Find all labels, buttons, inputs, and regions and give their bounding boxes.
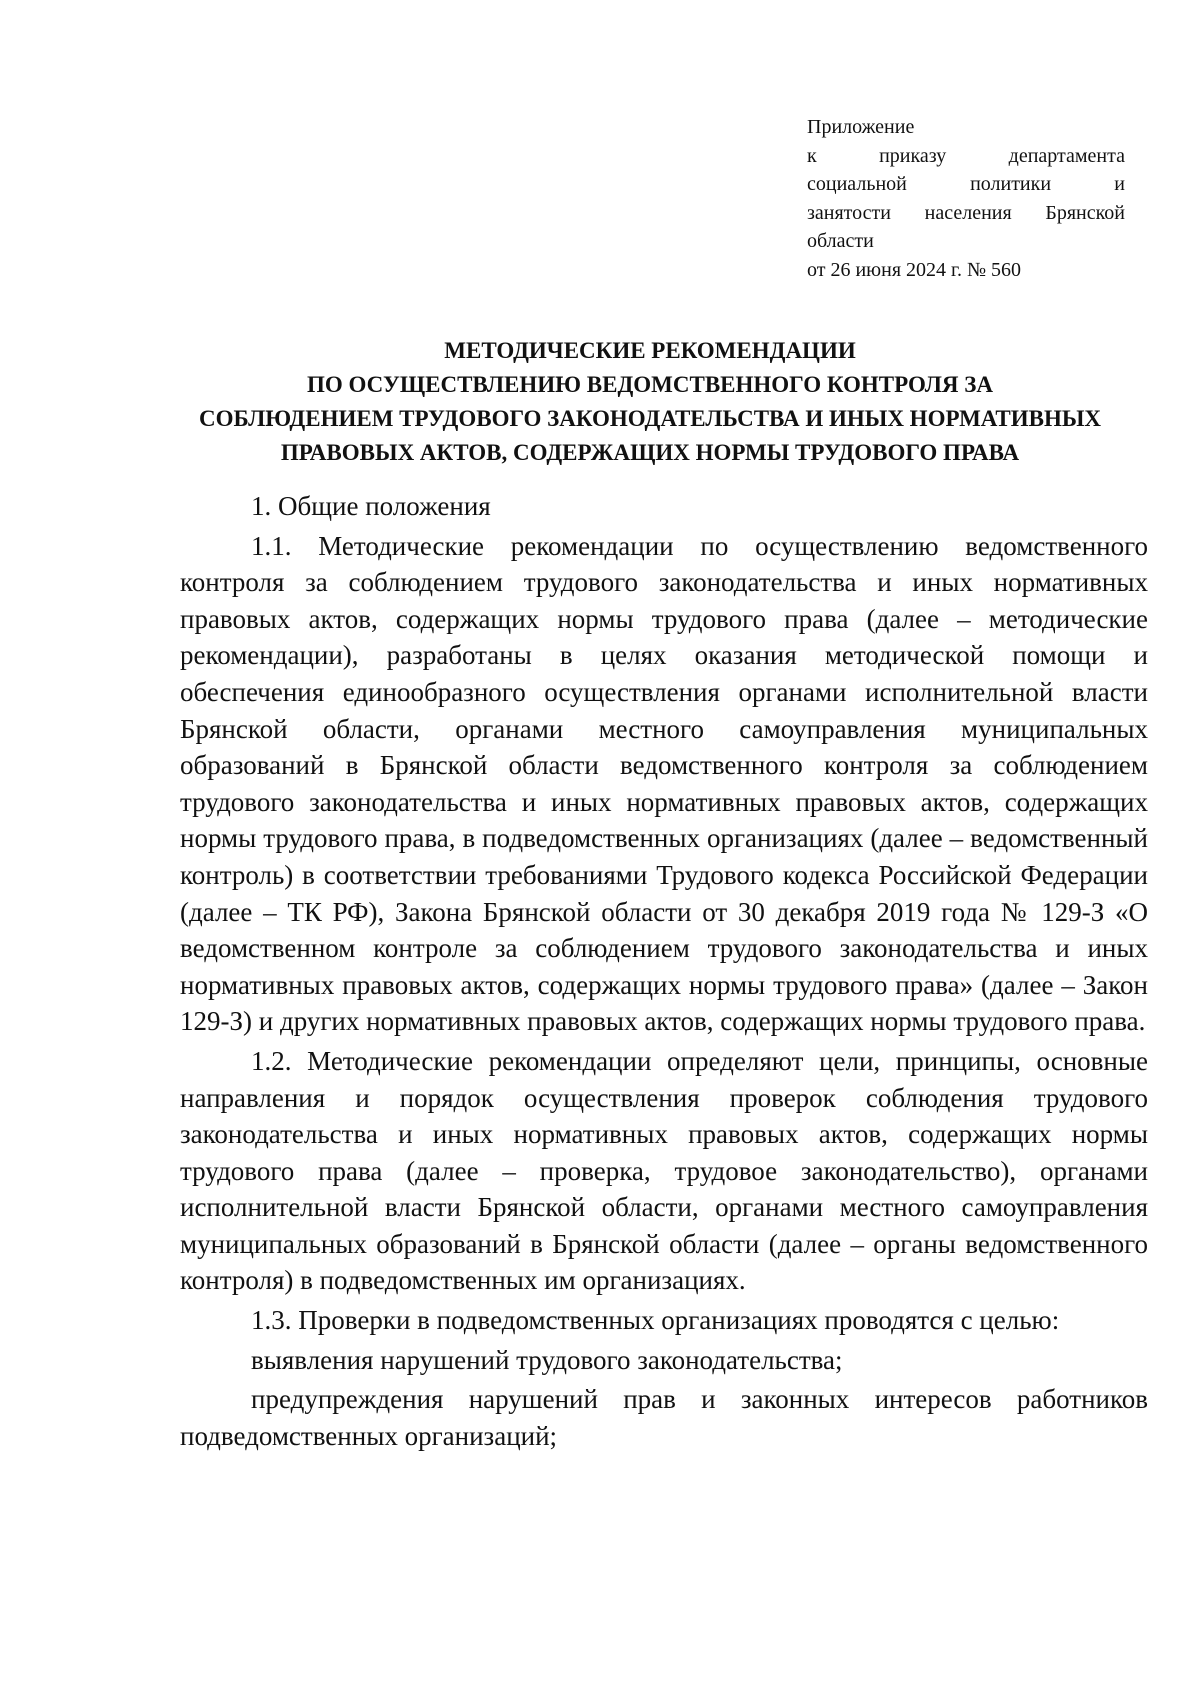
appendix-order-line: к приказу департамента bbox=[807, 144, 1125, 167]
appendix-department-line: социальной политики и bbox=[807, 173, 1125, 195]
paragraph-1-2: 1.2. Методические рекомендации определяют цели, принципы, основные направления и порядок осуществления проверок соблюдения трудового законодательства и иных нормативных правовых актов, содержащих нормы трудового права (далее – проверка, трудовое законодательство), органами исполнительной власти Брянской области, органами местного самоуправления муниципальных образований в Брянской области (далее – органы ведомственного контроля) в подведомственных им организациях. bbox=[180, 1045, 1148, 1296]
paragraph-1-1: 1.1. Методические рекомендации по осуществлению ведомственного контроля за соблюдением трудового законодательства и иных нормативных правовых актов, содержащих нормы трудового права (далее – методические рекомендации), разработаны в целях оказания методической помощи и обеспечения единообразного осуществления органами исполнительной власти Брянской области, органами местного самоуправления муниципальных образований в Брянской области ведомственного контроля за соблюдением трудового законодательства и иных нормативных правовых актов, содержащих нормы трудового права, в подведомственных организациях (далее – ведомственный контроль) в соответствии требованиями Трудового кодекса Российской Федерации (далее – ТК РФ), Закона Брянской области от 30 декабря 2019 года № 129-З «О ведомственном контроле за соблюдением трудового законодательства и иных нормативных правовых актов, содержащих нормы трудового права» (далее – Закон 129-З) и других нормативных правовых актов, содержащих нормы трудового права. bbox=[180, 530, 1148, 1037]
document-title bbox=[170, 334, 1130, 470]
title-line-3: СОБЛЮДЕНИЕМ ТРУДОВОГО ЗАКОНОДАТЕЛЬСТВА И ИНЫХ НОРМАТИВНЫХ bbox=[198, 406, 1102, 431]
title-line-2: ПО ОСУЩЕСТВЛЕНИЮ ВЕДОМСТВЕННОГО КОНТРОЛЯ ЗА bbox=[306, 372, 994, 397]
paragraph-1-3: 1.3. Проверки в подведомственных организациях проводятся с целью: bbox=[251, 1305, 1060, 1336]
title-line-4: ПРАВОВЫХ АКТОВ, СОДЕРЖАЩИХ НОРМЫ ТРУДОВОГО ПРАВА bbox=[280, 440, 1020, 465]
document-body bbox=[180, 488, 1148, 1454]
title-line-1: МЕТОДИЧЕСКИЕ РЕКОМЕНДАЦИИ bbox=[444, 338, 856, 363]
appendix-employment-line: занятости населения Брянской bbox=[807, 201, 1125, 224]
appendix-label: Приложение bbox=[807, 116, 915, 138]
appendix-region-line: области bbox=[807, 230, 874, 252]
appendix-date-number: от 26 июня 2024 г. № 560 bbox=[807, 258, 1022, 281]
section-heading: 1. Общие положения bbox=[251, 491, 491, 521]
paragraph-1-3-item-a: выявления нарушений трудового законодательства; bbox=[251, 1344, 843, 1375]
paragraph-1-3-item-b: предупреждения нарушений прав и законных интересов работников подведомственных организаций; bbox=[180, 1384, 1148, 1451]
appendix-block bbox=[807, 113, 1125, 284]
